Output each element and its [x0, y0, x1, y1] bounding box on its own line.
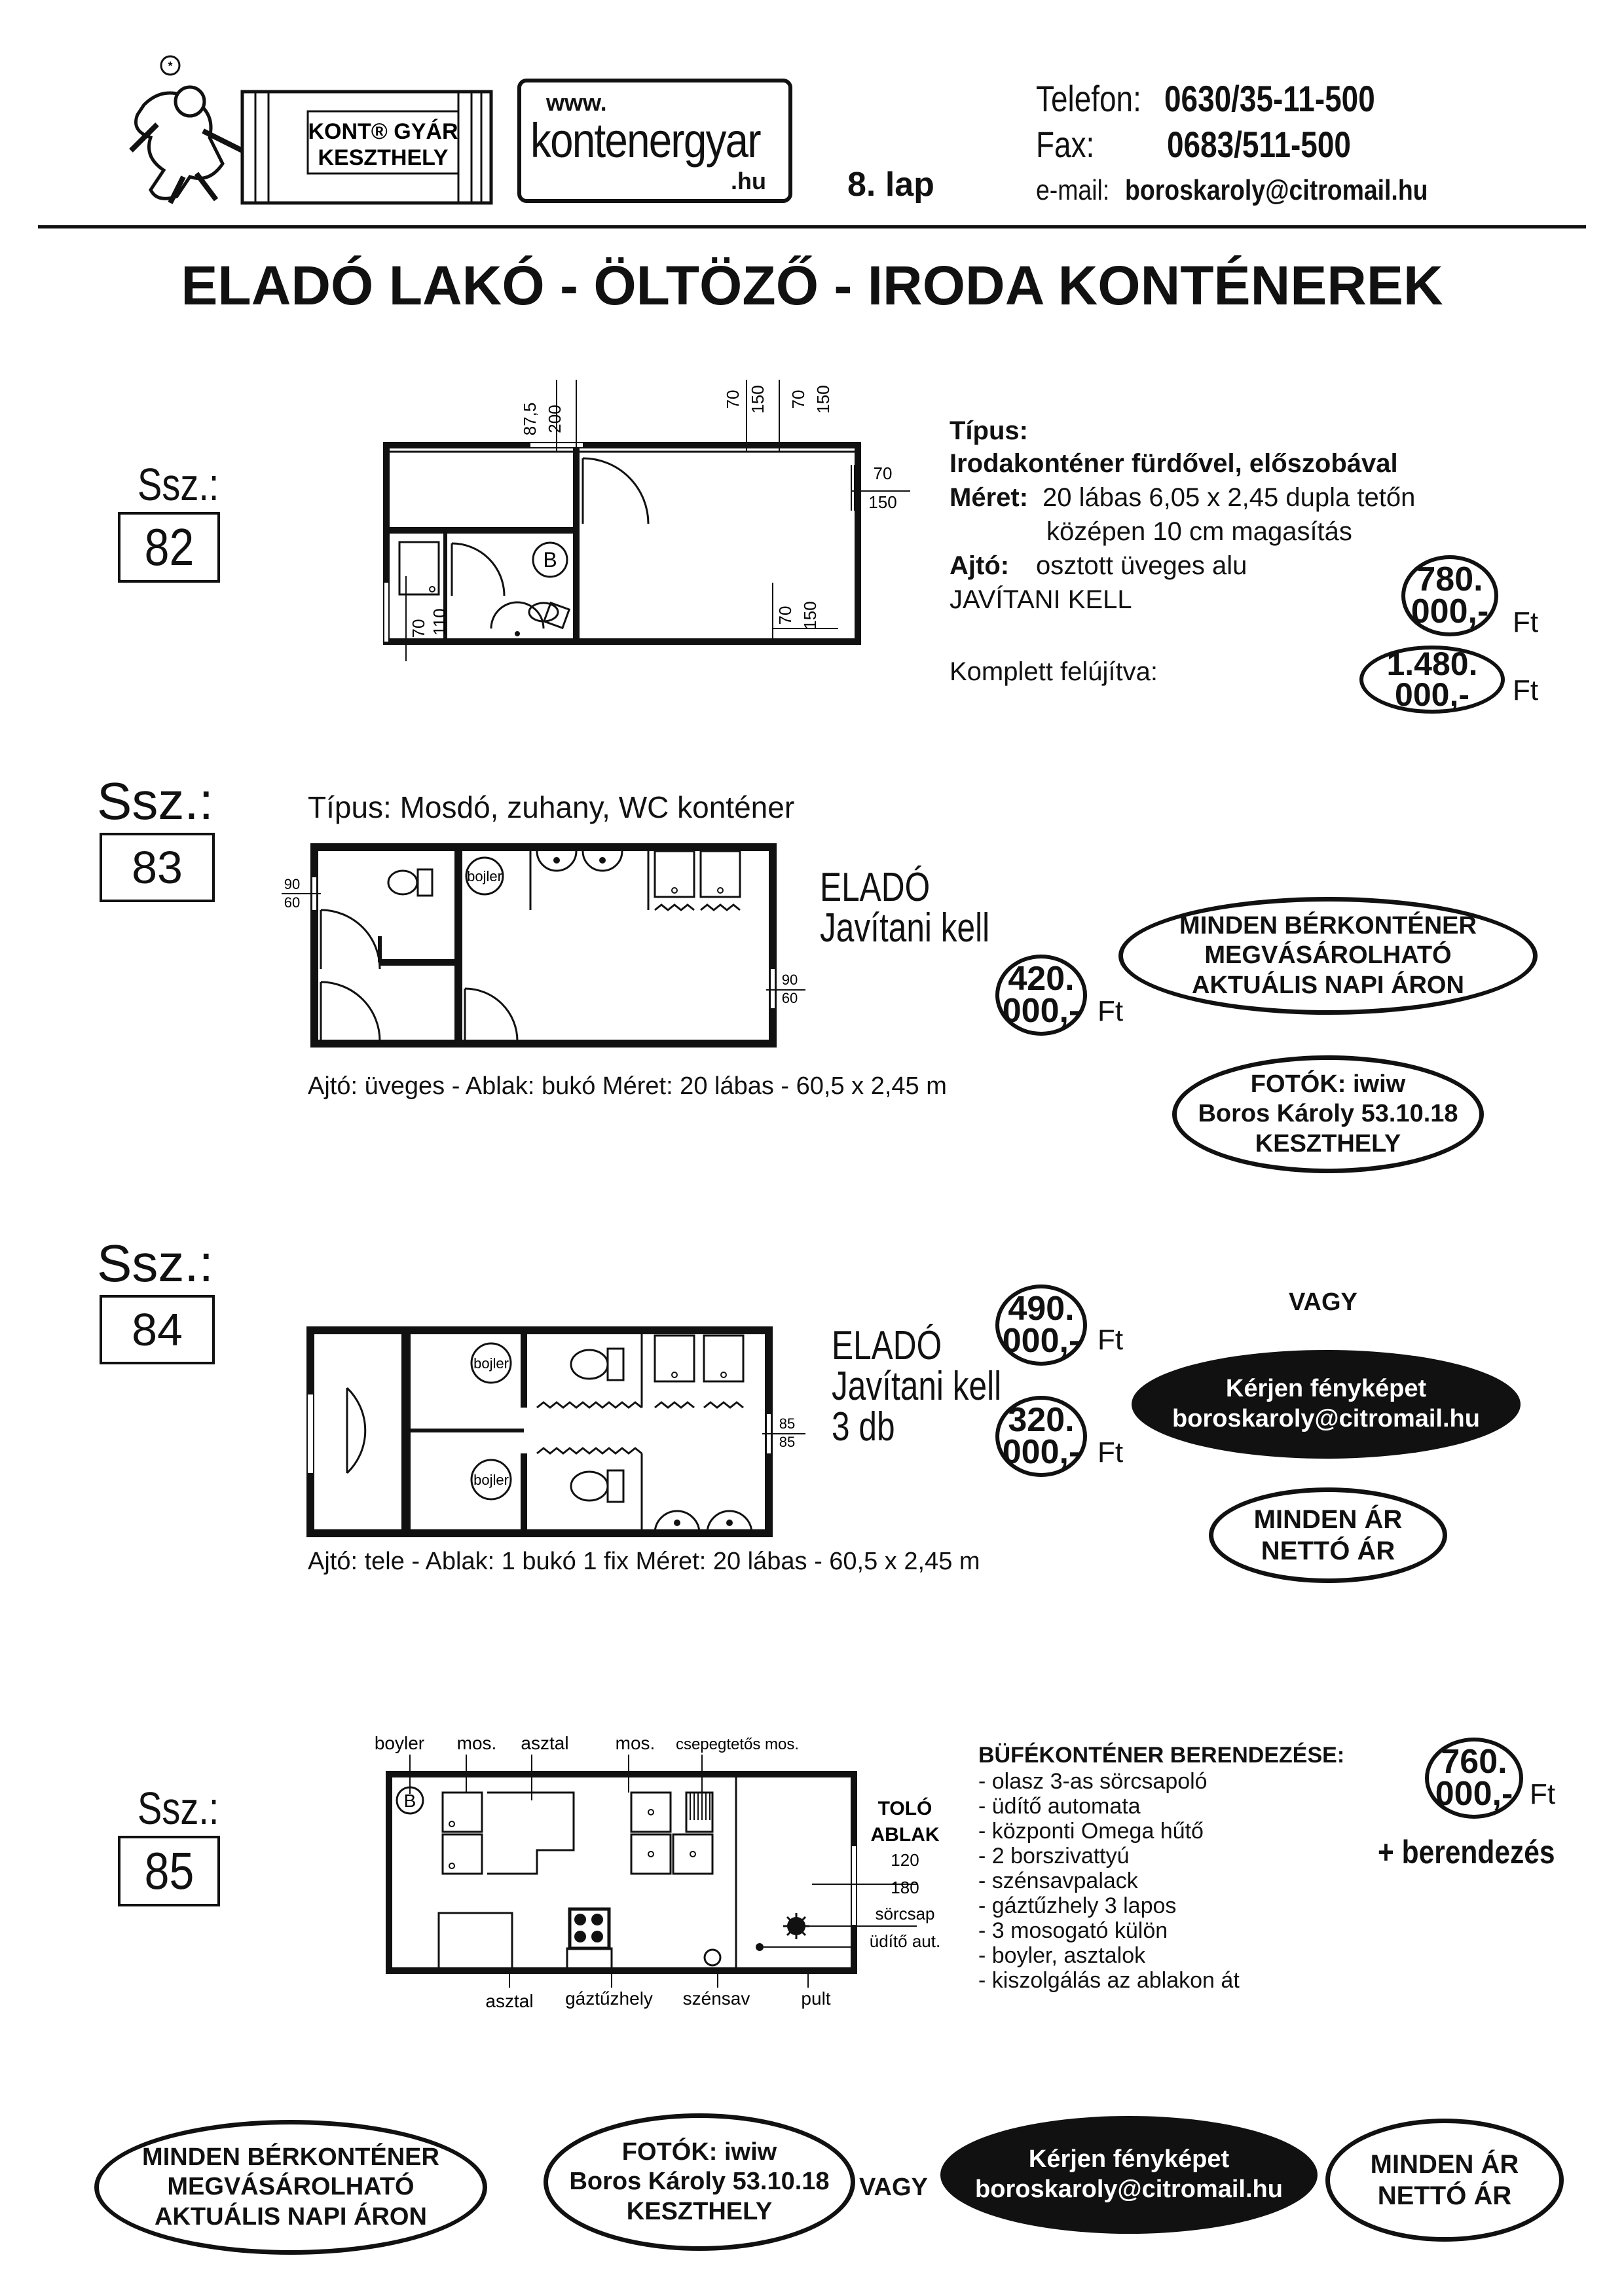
notice-line: MINDEN BÉRKONTÉNER	[142, 2143, 439, 2171]
currency: Ft	[1513, 606, 1539, 638]
rent-notice	[94, 2120, 487, 2255]
ssz-label: Ssz.:	[97, 1234, 213, 1292]
notice-line: MINDEN ÁR	[1370, 2150, 1519, 2179]
door-label: Ajtó:	[950, 551, 1010, 580]
website-name: kontenergyar	[530, 113, 760, 168]
dim-label: 120	[891, 1850, 919, 1870]
dim-label: 70	[409, 619, 428, 638]
page-number: 8. lap	[847, 166, 934, 204]
currency: Ft	[1513, 674, 1539, 706]
notice-line: boroskaroly@citromail.hu	[1172, 1405, 1480, 1432]
website-tld: .hu	[731, 168, 766, 194]
phone-label: Telefon:	[1036, 78, 1141, 119]
list-item: - üdítő automata	[978, 1794, 1141, 1819]
item-number-box	[118, 512, 220, 583]
notice-line: Kérjen fényképet	[1225, 1375, 1427, 1403]
price-badge	[995, 1396, 1087, 1477]
header-divider	[38, 225, 1586, 228]
plan-label: szénsav	[682, 1988, 750, 2009]
item-number: 85	[144, 1842, 194, 1900]
item-number: 84	[132, 1304, 183, 1355]
notice-line: FOTÓK: iwiw	[621, 2138, 777, 2166]
dim-label: 70	[788, 390, 808, 409]
currency: Ft	[1530, 1778, 1556, 1810]
floor-plan-83	[262, 838, 838, 1054]
list-item: - kiszolgálás az ablakon át	[978, 1968, 1240, 1993]
price-extra: + berendezés	[1378, 1834, 1555, 1870]
quantity: 3 db	[832, 1404, 895, 1449]
list-item: - 3 mosogató külön	[978, 1918, 1168, 1943]
notice-line: MINDEN ÁR	[1253, 1505, 1403, 1534]
equipment-title: BÜFÉKONTÉNER BERENDEZÉSE:	[978, 1743, 1345, 1768]
status-detail: Javítani kell	[820, 905, 990, 951]
notice-line: MEGVÁSÁROLHATÓ	[167, 2173, 415, 2201]
photos-notice	[1172, 1055, 1484, 1173]
phone-value: 0630/35-11-500	[1164, 78, 1375, 119]
price-line: 000,-	[1395, 676, 1469, 713]
list-item: - boyler, asztalok	[978, 1943, 1146, 1968]
notice-line: NETTÓ ÁR	[1261, 1537, 1395, 1565]
currency: Ft	[1098, 1324, 1124, 1356]
notice-line: Kérjen fényképet	[1028, 2145, 1230, 2174]
ssz-label: Ssz.:	[138, 1783, 219, 1834]
list-item: - szénsavpalack	[978, 1868, 1138, 1893]
item-footer: Ajtó: tele - Ablak: 1 bukó 1 fix Méret: 20 lábas - 60,5 x 2,45 m	[308, 1548, 980, 1575]
dim-label: 150	[813, 385, 833, 414]
plan-b-label: B	[403, 1791, 416, 1811]
dim-label: 70	[775, 606, 795, 625]
email-label: e-mail:	[1036, 174, 1110, 206]
email-value[interactable]: boroskaroly@citromail.hu	[1125, 174, 1428, 206]
notice-line: MEGVÁSÁROLHATÓ	[1204, 941, 1452, 970]
list-item: - olasz 3-as sörcsapoló	[978, 1769, 1208, 1794]
price-line: 000,-	[1435, 1775, 1513, 1813]
window-label: TOLÓ	[877, 1798, 932, 1819]
repair-note: JAVÍTANI KELL	[950, 585, 1132, 614]
boiler-label: bojler	[473, 1355, 509, 1372]
notice-line: AKTUÁLIS NAPI ÁRON	[155, 2202, 427, 2231]
floor-plan-84	[301, 1322, 825, 1545]
size-label: Méret:	[950, 483, 1029, 512]
boiler-label: bojler	[467, 868, 502, 884]
complete-label: Komplett felújítva:	[950, 657, 1158, 686]
type-label: Típus:	[950, 416, 1028, 445]
fax-value: 0683/511-500	[1167, 124, 1351, 165]
or-label: VAGY	[859, 2174, 928, 2201]
currency: Ft	[1098, 995, 1124, 1027]
price-line: 000,-	[1411, 592, 1489, 630]
dim-label: 87,5	[520, 402, 540, 436]
dim-label: 85	[779, 1434, 796, 1450]
dim-label: 200	[545, 405, 564, 433]
status: ELADÓ	[820, 865, 931, 910]
item-number: 83	[132, 842, 183, 893]
floor-plan-82	[367, 367, 910, 674]
dim-label: 90	[284, 876, 301, 892]
item-number-box	[100, 1295, 215, 1364]
plan-label: asztal	[485, 1991, 534, 2011]
notice-line: KESZTHELY	[1255, 1129, 1401, 1157]
net-price-notice	[1209, 1487, 1447, 1583]
website-box[interactable]	[517, 79, 792, 203]
price-badge	[995, 955, 1087, 1036]
type-line: Típus: Mosdó, zuhany, WC konténer	[308, 790, 795, 824]
logo-line-2: KESZTHELY	[318, 145, 449, 170]
photo-request-notice[interactable]	[940, 2116, 1318, 2234]
status-detail: Javítani kell	[832, 1364, 1002, 1409]
plan-label: mos.	[456, 1733, 497, 1753]
dim-label: 60	[284, 894, 301, 911]
dim-label: 85	[779, 1415, 796, 1432]
plan-label: pult	[801, 1988, 831, 2009]
equipment-list	[978, 1769, 1240, 1993]
window-label: ABLAK	[870, 1824, 940, 1846]
dim-label: 60	[781, 990, 798, 1006]
plan-label: csepegtetős mos.	[675, 1736, 800, 1753]
price-line: 320.	[1008, 1400, 1075, 1439]
type-value: Irodakonténer fürdővel, előszobával	[950, 449, 1398, 478]
price-badge	[1425, 1738, 1523, 1819]
dim-label: 70	[723, 390, 743, 409]
price-badge-renovated	[1359, 646, 1505, 714]
plan-label: boyler	[374, 1733, 425, 1753]
price-line: 760.	[1441, 1742, 1507, 1781]
dim-label: 150	[800, 601, 820, 630]
list-item: - központi Omega hűtő	[978, 1819, 1204, 1844]
notice-line: AKTUÁLIS NAPI ÁRON	[1192, 971, 1464, 999]
notice-line: Boros Károly 53.10.18	[1198, 1100, 1458, 1128]
plan-label: üdítő aut.	[869, 1931, 941, 1951]
price-line: 000,-	[1002, 1433, 1080, 1471]
floor-plan-85	[354, 1728, 969, 2016]
dim-label: 180	[891, 1878, 919, 1897]
item-number-box	[118, 1836, 220, 1906]
plan-label: mos.	[615, 1733, 655, 1753]
price-badge	[1401, 555, 1498, 636]
plan-label: asztal	[521, 1733, 569, 1753]
photos-notice	[544, 2113, 855, 2251]
notice-line: Boros Károly 53.10.18	[569, 2168, 830, 2196]
ssz-label: Ssz.:	[97, 772, 213, 830]
dim-label: 150	[748, 385, 767, 414]
plan-label: sörcsap	[875, 1904, 935, 1923]
notice-line: NETTÓ ÁR	[1377, 2181, 1512, 2210]
notice-line: KESZTHELY	[626, 2197, 773, 2225]
dim-label: 110	[430, 608, 449, 636]
notice-line: FOTÓK: iwiw	[1250, 1070, 1406, 1098]
item-number: 82	[144, 518, 194, 576]
status: ELADÓ	[832, 1323, 942, 1368]
currency: Ft	[1098, 1436, 1124, 1468]
plan-label: gáztűzhely	[565, 1988, 653, 2009]
price-line: 780.	[1416, 560, 1483, 598]
item-number-box	[100, 833, 215, 902]
size-value: 20 lábas 6,05 x 2,45 dupla tetőn	[1043, 483, 1416, 512]
fax-label: Fax:	[1036, 124, 1095, 165]
price-line: 490.	[1008, 1289, 1075, 1328]
notice-line: boroskaroly@citromail.hu	[975, 2176, 1283, 2203]
boiler-label: bojler	[473, 1472, 509, 1488]
plan-b-label: B	[543, 548, 557, 572]
ssz-label: Ssz.:	[138, 459, 219, 510]
list-item: - 2 borszivattyú	[978, 1844, 1130, 1868]
company-logo	[92, 52, 498, 210]
list-item: - gáztűzhely 3 lapos	[978, 1893, 1177, 1918]
or-label: VAGY	[1289, 1288, 1357, 1316]
price-line: 000,-	[1002, 992, 1080, 1030]
rent-notice	[1118, 897, 1538, 1015]
photo-request-notice[interactable]	[1132, 1350, 1521, 1459]
door-value: osztott üveges alu	[1036, 551, 1247, 580]
page-title: ELADÓ LAKÓ - ÖLTÖZŐ - IRODA KONTÉNEREK	[181, 255, 1443, 316]
svg-text:*: *	[168, 60, 173, 73]
size-value-2: középen 10 cm magasítás	[1046, 517, 1352, 546]
price-line: 1.480.	[1386, 645, 1478, 682]
dim-label: 70	[873, 464, 893, 483]
price-badge	[995, 1285, 1087, 1366]
item-footer: Ajtó: üveges - Ablak: bukó Méret: 20 lábas - 60,5 x 2,45 m	[308, 1072, 947, 1100]
net-price-notice	[1325, 2119, 1564, 2242]
dim-label: 90	[781, 972, 798, 988]
logo-line-1: KONT® GYÁR	[308, 119, 458, 144]
price-line: 000,-	[1002, 1322, 1080, 1360]
dim-label: 150	[868, 492, 897, 512]
notice-line: MINDEN BÉRKONTÉNER	[1179, 911, 1477, 939]
website-www: www.	[546, 89, 607, 116]
price-line: 420.	[1008, 959, 1075, 998]
